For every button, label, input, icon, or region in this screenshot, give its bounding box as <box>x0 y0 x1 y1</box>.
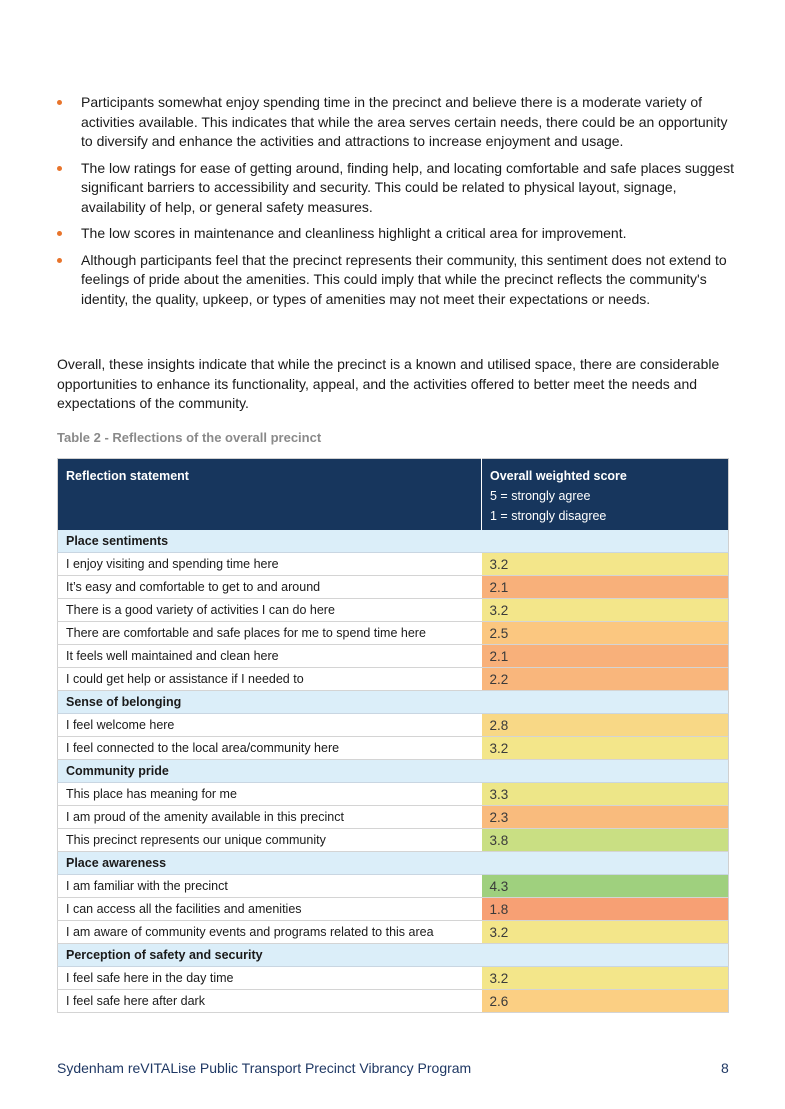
header-score-scale-low: 1 = strongly disagree <box>490 509 607 523</box>
section-title: Sense of belonging <box>58 691 729 714</box>
score-cell: 2.3 <box>482 806 729 829</box>
section-row <box>58 530 729 553</box>
section-row <box>58 691 729 714</box>
statement-cell: This precinct represents our unique community <box>58 829 482 852</box>
table-row <box>58 599 729 622</box>
header-score <box>482 459 729 531</box>
bullet-dot-icon <box>57 231 62 236</box>
section-row <box>58 944 729 967</box>
bullet-item <box>56 93 736 152</box>
bullet-dot-icon <box>57 100 62 105</box>
bullet-text: The low scores in maintenance and cleanliness highlight a critical area for improvement. <box>81 225 627 241</box>
header-score-title: Overall weighted score <box>490 469 627 483</box>
score-cell: 3.3 <box>482 783 729 806</box>
statement-cell: This place has meaning for me <box>58 783 482 806</box>
score-cell: 2.1 <box>482 576 729 599</box>
table-caption: Table 2 - Reflections of the overall precinct <box>57 430 322 445</box>
statement-cell: I am aware of community events and programs related to this area <box>58 921 482 944</box>
section-title: Community pride <box>58 760 729 783</box>
reflections-table <box>57 458 729 1013</box>
header-statement-label: Reflection statement <box>66 469 189 483</box>
table-row <box>58 737 729 760</box>
score-cell: 2.2 <box>482 668 729 691</box>
score-cell: 3.2 <box>482 553 729 576</box>
bullet-list <box>56 93 736 316</box>
score-cell: 3.2 <box>482 737 729 760</box>
table-row <box>58 829 729 852</box>
section-title: Place awareness <box>58 852 729 875</box>
header-statement <box>58 459 482 531</box>
bullet-item <box>56 159 736 218</box>
table-row <box>58 714 729 737</box>
score-cell: 2.8 <box>482 714 729 737</box>
statement-cell: It feels well maintained and clean here <box>58 645 482 668</box>
table-row <box>58 668 729 691</box>
table-row <box>58 645 729 668</box>
score-cell: 4.3 <box>482 875 729 898</box>
section-title: Perception of safety and security <box>58 944 729 967</box>
score-cell: 2.6 <box>482 990 729 1013</box>
table-row <box>58 553 729 576</box>
header-row <box>58 459 729 531</box>
statement-cell: I can access all the facilities and amenities <box>58 898 482 921</box>
table-body <box>58 530 729 1013</box>
bullet-dot-icon <box>57 166 62 171</box>
table-row <box>58 967 729 990</box>
score-cell: 1.8 <box>482 898 729 921</box>
table-row <box>58 576 729 599</box>
section-title: Place sentiments <box>58 530 729 553</box>
statement-cell: There is a good variety of activities I can do here <box>58 599 482 622</box>
statement-cell: I enjoy visiting and spending time here <box>58 553 482 576</box>
footer-title: Sydenham reVITALise Public Transport Precinct Vibrancy Program <box>57 1060 472 1076</box>
statement-cell: I feel safe here in the day time <box>58 967 482 990</box>
score-cell: 3.8 <box>482 829 729 852</box>
overall-paragraph: Overall, these insights indicate that while the precinct is a known and utilised space, there are considerable opportunities to enhance its functionality, appeal, and the activities offered to better meet the needs and expectations of the community. <box>57 356 720 411</box>
score-cell: 3.2 <box>482 599 729 622</box>
score-cell: 2.1 <box>482 645 729 668</box>
bullet-item <box>56 251 736 310</box>
bullet-item <box>56 224 736 244</box>
page-number: 8 <box>721 1060 729 1076</box>
table-row <box>58 875 729 898</box>
bullet-text: Although participants feel that the precinct represents their community, this sentiment does not extend to feelings of pride about the amenities. This could imply that while the precinct reflects the community's identity, the quality, upkeep, or types of amenities may not meet their expectations or needs. <box>81 251 727 307</box>
table-row <box>58 622 729 645</box>
score-cell: 3.2 <box>482 921 729 944</box>
header-score-scale-high: 5 = strongly agree <box>490 489 591 503</box>
statement-cell: I feel safe here after dark <box>58 990 482 1013</box>
table-row <box>58 783 729 806</box>
section-row <box>58 760 729 783</box>
statement-cell: It’s easy and comfortable to get to and around <box>58 576 482 599</box>
bullet-text: The low ratings for ease of getting around, finding help, and locating comfortable and safe places suggest significant barriers to accessibility and security. This could be related to physical layout, signage, availability of help, or general safety measures. <box>81 159 734 215</box>
statement-cell: I feel welcome here <box>58 714 482 737</box>
score-cell: 3.2 <box>482 967 729 990</box>
table-row <box>58 921 729 944</box>
statement-cell: There are comfortable and safe places for me to spend time here <box>58 622 482 645</box>
section-row <box>58 852 729 875</box>
score-cell: 2.5 <box>482 622 729 645</box>
bullet-dot-icon <box>57 258 62 263</box>
statement-cell: I could get help or assistance if I needed to <box>58 668 482 691</box>
bullet-text: Participants somewhat enjoy spending time in the precinct and believe there is a moderate variety of activities available. This indicates that while the area serves certain needs, there could be an opportunity to diversify and enhance the activities and attractions to increase enjoyment and usage. <box>81 94 728 149</box>
table-row <box>58 898 729 921</box>
statement-cell: I am familiar with the precinct <box>58 875 482 898</box>
table-header <box>58 459 729 531</box>
statement-cell: I feel connected to the local area/community here <box>58 737 482 760</box>
statement-cell: I am proud of the amenity available in this precinct <box>58 806 482 829</box>
table-row <box>58 990 729 1013</box>
table-row <box>58 806 729 829</box>
